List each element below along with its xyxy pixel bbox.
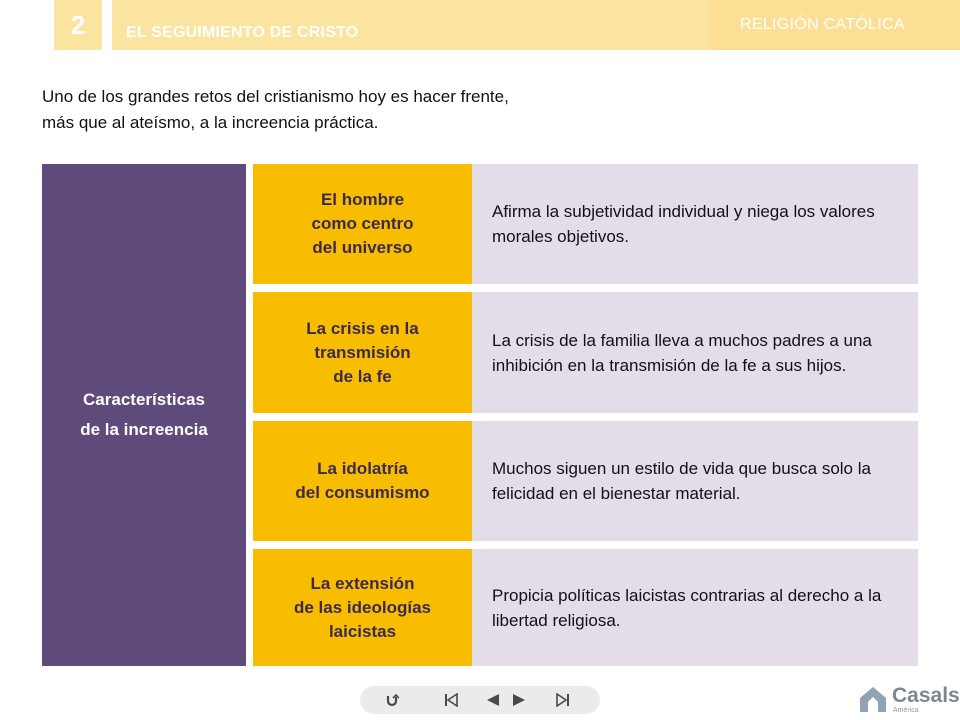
intro-text <box>42 84 642 136</box>
last-page-button[interactable] <box>552 686 574 714</box>
unit-number: 2 <box>54 0 102 50</box>
characteristic-key-text: La crisis en la transmisión de la fe <box>306 318 419 386</box>
previous-button[interactable] <box>482 686 504 714</box>
characteristic-description <box>472 421 918 541</box>
last-page-icon <box>556 693 570 707</box>
characteristic-key-text: La extensión de las ideologías laicistas <box>294 573 431 641</box>
characteristic-description-text: Propicia políticas laicistas contrarias al derecho a la libertad religiosa. <box>492 585 882 630</box>
characteristic-key <box>253 549 472 666</box>
characteristic-description <box>472 292 918 413</box>
characteristic-description <box>472 164 918 284</box>
next-icon <box>512 693 526 707</box>
publisher-logo <box>858 684 960 716</box>
characteristic-key-text: La idolatría del consumismo <box>295 459 430 502</box>
characteristic-key <box>253 164 472 284</box>
characteristic-description-text: La crisis de la familia lleva a muchos padres a una inhibición en la transmisión de la fe a sus hijos. <box>492 330 872 375</box>
characteristic-key <box>253 421 472 541</box>
logo-subtitle: América <box>893 707 919 714</box>
intro-line-1: Uno de los grandes retos del cristianismo hoy es hacer frente, <box>42 87 509 106</box>
characteristic-row <box>253 421 918 541</box>
return-icon <box>385 693 399 707</box>
first-page-button[interactable] <box>440 686 462 714</box>
characteristic-description-text: Muchos siguen un estilo de vida que busca solo la felicidad en el bienestar material. <box>492 459 871 503</box>
logo-name: Casals <box>892 684 960 707</box>
return-button[interactable] <box>382 686 402 714</box>
casals-logo-icon <box>858 684 888 714</box>
subject-label: RELIGIÓN CATÓLICA <box>708 0 960 50</box>
category-label: Características de la increencia <box>80 390 208 439</box>
first-page-icon <box>444 693 458 707</box>
slide-navigation-bar <box>360 686 600 714</box>
category-block <box>42 164 246 666</box>
unit-title: EL SEGUIMIENTO DE CRISTO <box>112 0 708 50</box>
previous-icon <box>486 693 500 707</box>
characteristic-row <box>253 549 918 666</box>
characteristic-row <box>253 164 918 284</box>
characteristic-key <box>253 292 472 413</box>
characteristic-description <box>472 549 918 666</box>
characteristic-description-text: Afirma la subjetividad individual y niega los valores morales objetivos. <box>492 202 875 246</box>
characteristic-key-text: El hombre como centro del universo <box>311 190 414 257</box>
next-button[interactable] <box>508 686 530 714</box>
characteristic-row <box>253 292 918 413</box>
intro-line-2: más que al ateísmo, a la increencia práctica. <box>42 113 379 132</box>
